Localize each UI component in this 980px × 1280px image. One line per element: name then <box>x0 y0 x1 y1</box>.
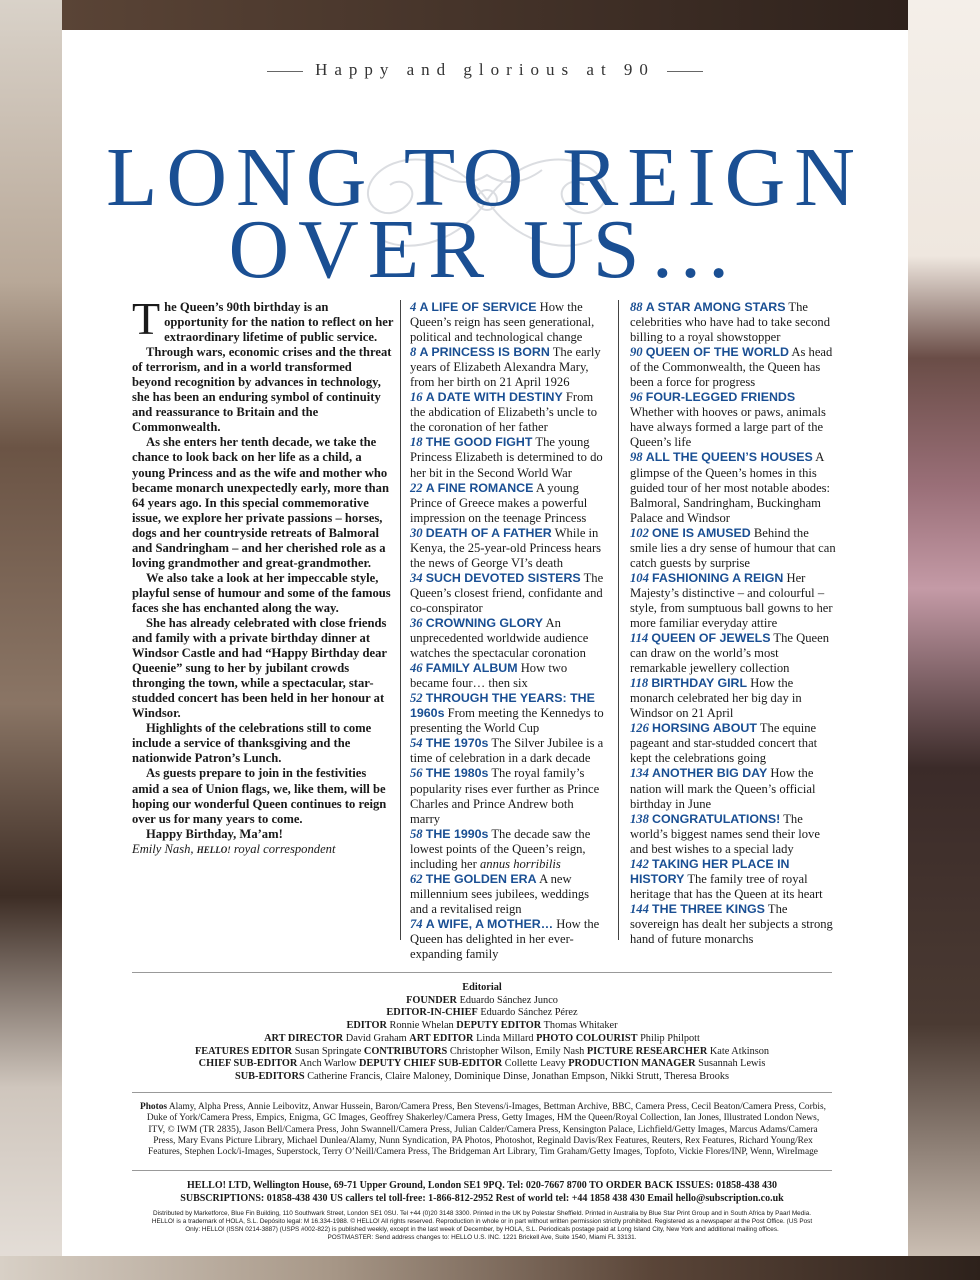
contents-page-number: 98 <box>630 450 643 465</box>
editorial-line <box>132 1058 832 1071</box>
intro-paragraph-1 <box>132 293 394 345</box>
contents-page-number: 62 <box>410 871 423 886</box>
kicker-rule-right <box>667 71 703 72</box>
intro-paragraph-4: We also take a look at her impeccable style, playful sense of humour and some of the famous faces she has enchanted along the way. <box>132 570 391 615</box>
contents-entry <box>630 300 836 345</box>
kicker-text: Happy and glorious at 90 <box>315 60 655 79</box>
contents-title: A LIFE OF SERVICE <box>419 300 537 314</box>
byline-brand: HELLO! <box>196 844 231 855</box>
photo-credits <box>138 1102 828 1158</box>
contents-title: TAKING HER PLACE IN HISTORY <box>630 856 790 886</box>
contents-column-2 <box>630 300 836 947</box>
editorial-role: PHOTO COLOURIST <box>536 1032 638 1044</box>
intro-paragraph-7: As guests prepare to join in the festivities amid a sea of Union flags, we, like them, will be hoping our wonderful Queen continues to reign over us for many years to come. <box>132 766 387 826</box>
contents-title: A DATE WITH DESTINY <box>425 390 563 405</box>
contents-entry <box>630 450 836 525</box>
contents-description: From the abdication of Elizabeth’s uncle to the coronation of her father <box>410 390 598 435</box>
editorial-person: Ronnie Whelan <box>389 1020 454 1032</box>
contact-rule <box>132 1170 832 1171</box>
editorial-role: FEATURES EDITOR <box>194 1045 293 1057</box>
contents-entry <box>630 390 836 450</box>
editorial-person: Kate Atkinson <box>709 1045 770 1057</box>
editorial-role: FOUNDER <box>406 994 457 1006</box>
photos-rule <box>132 1092 832 1093</box>
contents-page-number: 56 <box>410 766 423 781</box>
contents-page-number: 4 <box>410 300 417 314</box>
contents-description: How the nation will mark the Queen’s official birthday in June <box>630 766 816 811</box>
editorial-person: Christopher Wilson, Emily Nash <box>449 1045 585 1057</box>
editorial-role: ART DIRECTOR <box>264 1032 344 1044</box>
editorial-line <box>132 1007 832 1020</box>
editorial-role: PICTURE RESEARCHER <box>586 1045 708 1057</box>
contents-page-number: 102 <box>630 525 649 540</box>
contents-entry <box>630 902 836 947</box>
contents-entry <box>410 616 606 661</box>
drop-cap: T <box>132 293 161 344</box>
contents-entry <box>630 571 836 631</box>
legal-line-2: HELLO! is a trademark of HOLA, S.L. Depósito legal: M 16.334-1988. © HELLO! All rights reserved. Reproduction in whole or in part without written permission strictly prohibited. Registered as a newspaper at the Post Office. (US Post <box>151 1218 813 1225</box>
legal-line-4: POSTMASTER: Send address changes to: HELLO U.S. INC. 1221 Brickell Ave, Suite 1540, Miami FL 33131. <box>327 1234 637 1241</box>
byline <box>132 842 394 858</box>
contents-page-number: 36 <box>410 615 423 630</box>
background-photo-bottom <box>0 1256 980 1280</box>
contents-title: HORSING ABOUT <box>652 721 757 736</box>
contents-description: How the monarch celebrated her big day in Windsor on 21 April <box>630 676 802 721</box>
contents-entry <box>410 571 606 616</box>
kicker-rule-left <box>267 71 303 72</box>
contents-description: The celebrities who have had to take second billing to a royal showstopper <box>630 300 831 345</box>
intro-text-1: he Queen’s 90th birthday is an opportunity for the nation to reflect on her extraordinary lifetime of public service. <box>164 300 394 345</box>
legal-line-1: Distributed by Marketforce, Blue Fin Building, 110 Southwark Street, London SE1 0SU. Tel +44 (0)20 3148 3300. Printed in the UK by Polestar Sheffield. Printed in Australia by Blue Star Print Group and in South Africa by Paarl Media. <box>152 1210 812 1217</box>
contents-description: How the Queen has delighted in her ever-expanding family <box>410 916 600 962</box>
editorial-person: Eduardo Sánchez Junco <box>459 994 558 1006</box>
editorial-person: Linda Millard <box>476 1032 534 1044</box>
contents-title: A FINE ROMANCE <box>425 480 534 495</box>
contents-description: The sovereign has dealt her subjects a strong hand of future monarchs <box>630 901 833 946</box>
legal-text <box>132 1210 832 1242</box>
contents-page-number: 54 <box>410 736 423 751</box>
contents-description: The family tree of royal heritage that has the Queen at its heart <box>630 871 823 901</box>
intro-paragraph-8: Happy Birthday, Ma’am! <box>146 826 283 841</box>
contents-page-number: 138 <box>630 811 649 826</box>
contents-title: DEATH OF A FATHER <box>425 525 552 540</box>
contents-column-1 <box>410 300 606 962</box>
editorial-role: ART EDITOR <box>409 1032 474 1044</box>
contents-entry <box>630 676 836 721</box>
contents-description-italic: annus horribilis <box>479 856 561 871</box>
contents-page-number: 46 <box>410 661 423 676</box>
headline <box>62 131 908 296</box>
contents-title: QUEEN OF THE WORLD <box>645 345 789 360</box>
contents-description: From meeting the Kennedys to presenting the World Cup <box>410 706 604 736</box>
contents-page-number: 30 <box>410 525 423 540</box>
contents-page-number: 52 <box>410 691 423 706</box>
contents-title: THE GOOD FIGHT <box>425 435 533 450</box>
contents-page-number: 90 <box>630 345 643 360</box>
intro-paragraph-6: Highlights of the celebrations still to come include a service of thanksgiving and the nationwide Patron’s Lunch. <box>132 721 372 766</box>
contents-title: FASHIONING A REIGN <box>652 570 784 585</box>
contents-page-number: 142 <box>630 856 649 871</box>
contents-entry <box>410 300 606 345</box>
editorial-line <box>132 1046 832 1059</box>
contents-title: THE THREE KINGS <box>652 901 765 916</box>
editorial-person: Collette Leavy <box>504 1058 566 1070</box>
column-divider-1 <box>400 300 401 940</box>
contents-page-number: 104 <box>630 570 649 585</box>
editorial-role: CONTRIBUTORS <box>363 1045 448 1057</box>
headline-line-2: OVER US… <box>228 203 742 296</box>
editorial-heading: Editorial <box>462 982 502 993</box>
contents-description: A young Prince of Greece makes a powerful impression on the teenage Princess <box>410 480 588 525</box>
contents-title: SUCH DEVOTED SISTERS <box>425 570 581 585</box>
contents-title: CROWNING GLORY <box>425 615 543 630</box>
contents-page-number: 34 <box>410 570 423 585</box>
editorial-line <box>132 995 832 1008</box>
contents-page-number: 114 <box>630 631 649 646</box>
editorial-person: Susannah Lewis <box>698 1058 766 1070</box>
contents-entry <box>410 827 606 872</box>
editorial-person: Catherine Francis, Claire Maloney, Dominique Dinse, Jonathan Empson, Nikki Strutt, Theresa Brooks <box>307 1070 730 1082</box>
contents-entry <box>410 766 606 826</box>
intro-column <box>132 293 394 858</box>
background-photo-left <box>0 0 62 1280</box>
contents-page-number: 22 <box>410 480 423 495</box>
contents-entry <box>410 435 606 480</box>
contents-page-number: 16 <box>410 390 423 405</box>
photos-text: Alamy, Alpha Press, Annie Leibovitz, Anwar Hussein, Baron/Camera Press, Ben Stevens/i-Images, Bettman Archive, BBC, Camera Press, Cecil Beaton/Camera Press, Corbis, Duke of York/Camera Press, Empics, Enigma, GC Images, Geoffrey Shakerley/Camera Press, Getty Images, HM the Queen/Royal Collection, Ian Jones, Illustrated London News, ITV, © IWM (TR 2835), Jason Bell/Camera Press, John Swannell/Camera Press, Julian Calder/Camera Press, Kensington Palace, Lichfield/Getty Images, Marcus Adams/Camera Press, Mary Evans Picture Library, Michael Dunlea/Alamy, Nunn Syndication, PA Photos, Photoshot, Reginald Davis/Rex Features, Reuters, Rex Features, Richard Young/Rex Features, Stephen Lock/i-Images, Superstock, Terry O’Neill/Camera Press, The Bridgeman Art Library, Tim Graham/Getty Images, Topfoto, Vickie Flores/INP, Wenn, WireImage <box>146 1102 826 1158</box>
contents-description: The decade saw the lowest points of the Queen’s reign, including her <box>410 826 591 871</box>
photos-label: Photos <box>139 1102 168 1112</box>
contents-description: A glimpse of the Queen’s homes in this guided tour of her most notable abodes: Balmoral, Sandringham, Buckingham Palace and Windsor <box>630 450 831 525</box>
contents-description: Her Majesty’s distinctive – and colourful – style, from sumptuous ball gowns to her more familiar everyday attire <box>630 570 833 630</box>
editorial-role: EDITOR <box>346 1020 387 1032</box>
background-photo-right <box>908 0 980 1280</box>
contents-page-number: 126 <box>630 721 649 736</box>
contents-title: FOUR-LEGGED FRIENDS <box>645 390 796 405</box>
intro-paragraph-3: As she enters her tenth decade, we take the chance to look back on her life as a child, a young Princess and as the wife and mother who became monarch unexpectedly early, more than 64 years ago. In this special commemorative issue, we explore her private passions – horses, dogs and her countryside retreats of Balmoral and Sandringham – and her cherished role as a loving grandmother and great-grandmother. <box>132 435 389 570</box>
contents-title: THE GOLDEN ERA <box>425 871 537 886</box>
editorial-role: CHIEF SUB-EDITOR <box>198 1058 298 1070</box>
contents-description: Behind the smile lies a dry sense of humour that can catch guests by surprise <box>630 525 836 570</box>
byline-role: royal correspondent <box>233 841 336 856</box>
contents-page-number: 118 <box>630 676 649 691</box>
editorial-person: Eduardo Sánchez Pérez <box>480 1007 578 1019</box>
contents-entry <box>630 526 836 571</box>
editorial-person: Thomas Whitaker <box>543 1020 618 1032</box>
contents-description: The young Princess Elizabeth is determined to do her bit in the Second World War <box>410 435 603 480</box>
contents-title: THE 1970s <box>425 736 489 751</box>
contents-page-number: 58 <box>410 826 423 841</box>
contact-line-2: SUBSCRIPTIONS: 01858-438 430 US callers tel toll-free: 1-866-812-2952 Rest of world tel: +44 1858 438 430 Email hello@subscription.co.uk <box>180 1192 784 1204</box>
contents-description: A new millennium sees jubilees, weddings and a revitalised reign <box>410 871 590 916</box>
editorial-role: PRODUCTION MANAGER <box>568 1058 696 1070</box>
contents-description: The Queen’s closest friend, confidante and co-conspirator <box>410 570 604 615</box>
contents-entry <box>630 857 836 902</box>
column-divider-2 <box>618 300 619 940</box>
contents-entry <box>410 661 606 691</box>
contents-description: The equine pageant and star-studded concert that kept the celebrations going <box>630 721 818 766</box>
editorial-line <box>132 1020 832 1033</box>
editorial-role: EDITOR-IN-CHIEF <box>386 1007 478 1019</box>
editorial-credits <box>132 982 832 1084</box>
contents-title: A PRINCESS IS BORN <box>419 345 550 360</box>
contents-entry <box>630 631 836 676</box>
contents-title: BIRTHDAY GIRL <box>651 676 748 691</box>
intro-paragraph-5: She has already celebrated with close friends and family with a private birthday dinner at Windsor Castle and had “Happy Birthday dear Queenie” sung to her by jubilant crowds thronging the town, while a spectacular, star-studded concert has been held in her honour at Windsor. <box>132 615 387 721</box>
editorial-person: David Graham <box>345 1032 407 1044</box>
contents-description: An unprecedented worldwide audience watches the spectacular coronation <box>410 615 589 661</box>
contents-title: THROUGH THE YEARS: THE 1960s <box>410 691 595 721</box>
editorial-role: SUB-EDITORS <box>234 1070 305 1082</box>
contents-title: THE 1980s <box>425 766 489 781</box>
contents-title: A WIFE, A MOTHER… <box>425 916 554 931</box>
contents-page-number: 96 <box>630 390 643 405</box>
magazine-page <box>62 30 908 1256</box>
contents-title: THE 1990s <box>425 826 489 841</box>
contents-page-number: 18 <box>410 435 423 450</box>
contents-title: ANOTHER BIG DAY <box>652 766 768 781</box>
contents-description: The royal family’s popularity rises ever further as Prince Charles and Prince Andrew both marry <box>410 766 600 826</box>
contents-description: How the Queen’s reign has seen generational, political and technological change <box>410 300 595 345</box>
contents-description: While in Kenya, the 25-year-old Princess hears the news of George VI’s death <box>410 525 602 570</box>
contents-title: QUEEN OF JEWELS <box>651 631 771 646</box>
contents-entry <box>630 766 836 811</box>
contents-title: ONE IS AMUSED <box>652 525 751 540</box>
contents-description: The Queen can draw on the world’s most remarkable jewellery collection <box>630 631 829 676</box>
legal-line-3: Only: HELLO! (ISSN 0214-3887) (USPS #002-822) is published weekly, except in the last week of December, by HOLA, S.L. Periodicals postage paid at Long Island City, New York and additional mailing offices. <box>185 1226 779 1233</box>
contents-entry <box>410 691 606 736</box>
contact-info <box>132 1180 832 1205</box>
contents-description: The Silver Jubilee is a time of celebration in a dark decade <box>410 736 604 766</box>
editorial-role: DEPUTY CHIEF SUB-EDITOR <box>358 1058 503 1070</box>
contents-title: CONGRATULATIONS! <box>652 811 781 826</box>
contents-title: ALL THE QUEEN’S HOUSES <box>645 450 813 465</box>
editorial-person: Susan Springate <box>294 1045 362 1057</box>
contents-entry <box>630 721 836 766</box>
contents-entry <box>630 345 836 390</box>
contents-entry <box>410 481 606 526</box>
contents-title: FAMILY ALBUM <box>425 661 518 676</box>
contact-line-1: HELLO! LTD, Wellington House, 69-71 Upper Ground, London SE1 9PQ. Tel: 020-7667 8700 TO ORDER BACK ISSUES: 01858-438 430 <box>187 1180 777 1191</box>
contents-page-number: 8 <box>410 345 417 360</box>
editorial-person: Anch Warlow <box>299 1058 357 1070</box>
contents-entry <box>410 390 606 435</box>
contents-entry <box>410 872 606 917</box>
editorial-line <box>132 1033 832 1046</box>
contents-page-number: 74 <box>410 916 423 931</box>
contents-entry <box>410 345 606 390</box>
headline-line-1: LONG TO REIGN <box>106 131 864 224</box>
editorial-role: DEPUTY EDITOR <box>456 1020 542 1032</box>
contents-entry <box>410 917 606 962</box>
contents-description: Whether with hooves or paws, animals have always formed a large part of the Queen’s life <box>630 405 826 450</box>
contents-description: The world’s biggest names send their love and best wishes to a special lady <box>630 811 820 856</box>
contents-entry <box>410 736 606 766</box>
contents-description: The early years of Elizabeth Alexandra Mary, from her birth on 21 April 1926 <box>410 345 601 390</box>
contents-entry <box>630 812 836 857</box>
intro-paragraph-2: Through wars, economic crises and the threat of terrorism, and in a world transformed beyond recognition by advances in technology, she has been an enduring symbol of continuity and reassurance to Britain and the Commonwealth. <box>132 345 392 435</box>
contents-description: As head of the Commonwealth, the Queen has been a force for progress <box>630 345 833 390</box>
contents-page-number: 134 <box>630 766 649 781</box>
editorial-rule <box>132 972 832 973</box>
editorial-line <box>132 1071 832 1084</box>
contents-title: A STAR AMONG STARS <box>645 300 786 314</box>
byline-name: Emily Nash, <box>132 841 194 856</box>
kicker <box>62 60 908 80</box>
editorial-person: Philip Philpott <box>640 1032 700 1044</box>
contents-description: How two became four… then six <box>410 661 568 691</box>
contents-page-number: 88 <box>630 300 643 314</box>
contents-page-number: 144 <box>630 901 649 916</box>
contents-entry <box>410 526 606 571</box>
